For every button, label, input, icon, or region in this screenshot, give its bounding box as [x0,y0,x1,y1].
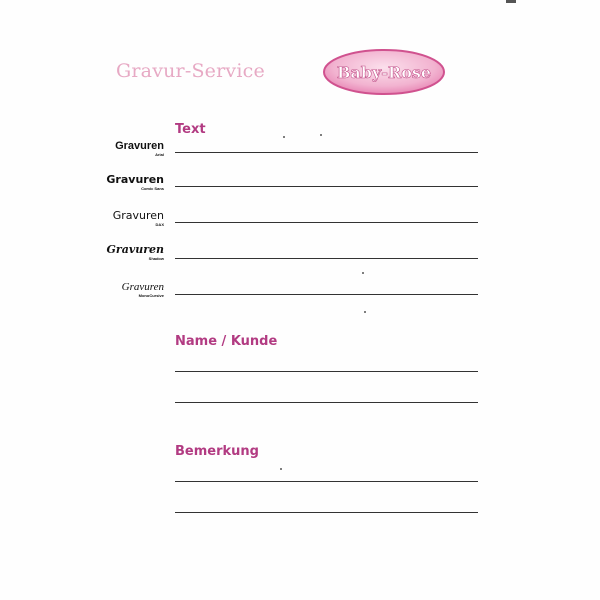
font-sample-name: DAX [155,222,164,227]
scan-speck [320,134,322,136]
font-sample-arial [115,140,164,157]
remark-line-2[interactable] [175,512,478,513]
remark-section-label: Bemerkung [175,444,259,459]
text-line-1[interactable] [175,152,478,153]
scan-speck [280,468,282,470]
font-sample-name: Comic Sans [141,186,164,191]
scan-speck [362,272,364,274]
name-line-2[interactable] [175,402,478,403]
font-sample-text: Gravuren [106,243,164,256]
name-line-1[interactable] [175,371,478,372]
font-sample-name: Shadow [148,256,164,261]
text-line-2[interactable] [175,186,478,187]
logo-text: Baby-Rose [336,63,432,82]
remark-line-1[interactable] [175,481,478,482]
text-line-5[interactable] [175,294,478,295]
font-sample-monocursive [122,281,164,298]
font-sample-text: Gravuren [112,209,164,222]
scan-speck [283,136,285,138]
font-sample-text: Gravuren [115,140,164,152]
font-sample-name: Arial [155,152,164,157]
scan-speck [364,311,366,313]
scan-artifact [506,0,516,3]
name-section-label: Name / Kunde [175,334,278,349]
font-sample-text: Gravuren [121,281,164,293]
text-line-3[interactable] [175,222,478,223]
font-sample-shadow [107,244,165,261]
font-sample-comic-sans [106,174,164,191]
baby-rose-logo [322,48,446,96]
font-sample-name: MonoCursive [138,293,164,298]
text-line-4[interactable] [175,258,478,259]
text-section-label: Text [175,122,206,137]
font-sample-text: Gravuren [106,173,164,186]
font-sample-dax [113,210,164,227]
page-title: Gravur-Service [116,60,265,82]
